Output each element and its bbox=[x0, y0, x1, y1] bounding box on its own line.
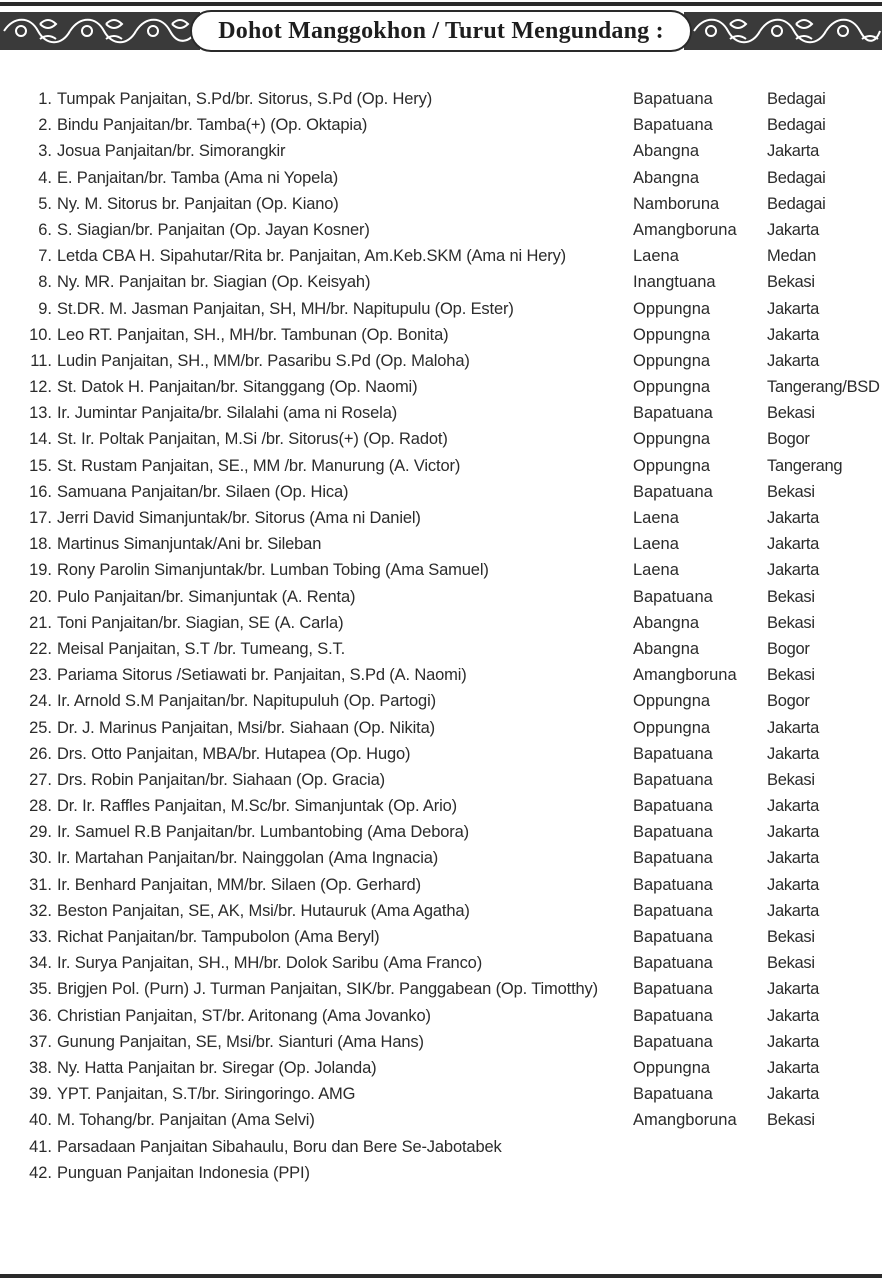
list-item bbox=[0, 269, 882, 295]
entry-city: Jakarta bbox=[767, 718, 820, 737]
entry-number: 23. bbox=[29, 666, 52, 685]
entry-name: Brigjen Pol. (Purn) J. Turman Panjaitan, SIK/br. Panggabean (Op. Timotthy) bbox=[57, 980, 599, 999]
title-box bbox=[190, 10, 692, 52]
entry-name: Ir. Arnold S.M Panjaitan/br. Napitupuluh (Op. Partogi) bbox=[57, 692, 436, 711]
list-item bbox=[0, 819, 882, 845]
entry-relation: Abangna bbox=[633, 168, 700, 187]
entry-number: 32. bbox=[29, 901, 52, 920]
list-item bbox=[0, 741, 882, 767]
entry-name: Ny. M. Sitorus br. Panjaitan (Op. Kiano) bbox=[57, 194, 339, 213]
entry-name: Pulo Panjaitan/br. Simanjuntak (A. Renta) bbox=[57, 587, 356, 606]
entry-city: Bogor bbox=[767, 430, 810, 449]
entry-city: Bogor bbox=[767, 692, 810, 711]
bottom-border-rule bbox=[0, 1274, 882, 1278]
entry-number: 6. bbox=[38, 220, 52, 239]
entry-relation: Bapatuana bbox=[633, 1032, 713, 1051]
entry-city: Tangerang bbox=[767, 456, 843, 475]
entry-name: Ny. MR. Panjaitan br. Siagian (Op. Keisyah) bbox=[57, 273, 371, 292]
entry-relation: Bapatuana bbox=[633, 744, 713, 763]
list-item bbox=[0, 662, 882, 688]
entry-city: Medan bbox=[767, 247, 816, 266]
list-item bbox=[0, 1160, 882, 1186]
entry-name: E. Panjaitan/br. Tamba (Ama ni Yopela) bbox=[57, 168, 339, 187]
entry-relation: Oppungna bbox=[633, 325, 711, 344]
list-item bbox=[0, 505, 882, 531]
entry-relation: Amangboruna bbox=[633, 220, 737, 239]
list-item bbox=[0, 610, 882, 636]
entry-city: Bekasi bbox=[767, 482, 815, 501]
entry-city: Bekasi bbox=[767, 273, 815, 292]
list-item bbox=[0, 584, 882, 610]
entry-relation: Amangboruna bbox=[633, 1111, 737, 1130]
list-item bbox=[0, 950, 882, 976]
entry-name: Ir. Samuel R.B Panjaitan/br. Lumbantobing (Ama Debora) bbox=[57, 823, 469, 842]
entry-relation: Abangna bbox=[633, 639, 700, 658]
entry-city: Jakarta bbox=[767, 823, 820, 842]
list-item bbox=[0, 793, 882, 819]
entry-number: 1. bbox=[38, 90, 52, 108]
entry-relation: Amangboruna bbox=[633, 666, 737, 685]
entry-number: 8. bbox=[38, 273, 52, 292]
entry-name: Punguan Panjaitan Indonesia (PPI) bbox=[57, 1163, 310, 1182]
batak-ornament-right-icon bbox=[684, 12, 882, 50]
entry-number: 34. bbox=[29, 954, 52, 973]
entry-name: YPT. Panjaitan, S.T/br. Siringoringo. AMG bbox=[57, 1085, 356, 1104]
entry-number: 7. bbox=[38, 247, 52, 266]
list-item bbox=[0, 636, 882, 662]
entry-relation: Laena bbox=[633, 535, 679, 554]
entry-relation: Oppungna bbox=[633, 430, 711, 449]
entry-name: Meisal Panjaitan, S.T /br. Tumeang, S.T. bbox=[57, 639, 346, 658]
entry-relation: Abangna bbox=[633, 613, 700, 632]
entry-number: 38. bbox=[29, 1058, 52, 1077]
entry-name: St. Rustam Panjaitan, SE., MM /br. Manurung (A. Victor) bbox=[57, 456, 461, 475]
entry-name: Ny. Hatta Panjaitan br. Siregar (Op. Jolanda) bbox=[57, 1058, 377, 1077]
entry-name: M. Tohang/br. Panjaitan (Ama Selvi) bbox=[57, 1111, 315, 1130]
entry-name: Drs. Otto Panjaitan, MBA/br. Hutapea (Op. Hugo) bbox=[57, 744, 411, 763]
entry-relation: Oppungna bbox=[633, 456, 711, 475]
list-item bbox=[0, 924, 882, 950]
entry-relation: Bapatuana bbox=[633, 587, 713, 606]
entry-city: Jakarta bbox=[767, 535, 820, 554]
list-item bbox=[0, 557, 882, 583]
page-title: Dohot Manggokhon / Turut Mengundang : bbox=[218, 17, 664, 44]
list-item bbox=[0, 1055, 882, 1081]
entry-relation: Bapatuana bbox=[633, 116, 713, 135]
entry-number: 26. bbox=[29, 744, 52, 763]
entry-name: Ir. Jumintar Panjaita/br. Silalahi (ama ni Rosela) bbox=[57, 404, 398, 423]
entry-number: 22. bbox=[29, 639, 52, 658]
right-ornament bbox=[684, 12, 882, 50]
entry-number: 16. bbox=[29, 482, 52, 501]
entry-name: Samuana Panjaitan/br. Silaen (Op. Hica) bbox=[57, 482, 349, 501]
entry-relation: Laena bbox=[633, 509, 679, 527]
entry-name: Beston Panjaitan, SE, AK, Msi/br. Hutauruk (Ama Agatha) bbox=[57, 901, 470, 920]
list-item bbox=[0, 243, 882, 269]
entry-city: Bedagai bbox=[767, 90, 826, 108]
entry-city: Bedagai bbox=[767, 116, 826, 135]
entry-number: 18. bbox=[29, 535, 52, 554]
entry-name: Leo RT. Panjaitan, SH., MH/br. Tambunan (Op. Bonita) bbox=[57, 325, 449, 344]
entry-name: Josua Panjaitan/br. Simorangkir bbox=[57, 142, 286, 161]
entry-number: 10. bbox=[29, 325, 52, 344]
list-item bbox=[0, 767, 882, 793]
list-item bbox=[0, 453, 882, 479]
left-ornament bbox=[0, 12, 200, 50]
entry-name: Dr. Ir. Raffles Panjaitan, M.Sc/br. Simanjuntak (Op. Ario) bbox=[57, 797, 457, 816]
entry-name: Bindu Panjaitan/br. Tamba(+) (Op. Oktapia) bbox=[57, 116, 368, 135]
entry-city: Jakarta bbox=[767, 797, 820, 816]
list-item bbox=[0, 217, 882, 243]
entry-number: 13. bbox=[29, 404, 52, 423]
entry-number: 30. bbox=[29, 849, 52, 868]
entry-city: Jakarta bbox=[767, 299, 820, 318]
list-item bbox=[0, 426, 882, 452]
list-item bbox=[0, 531, 882, 557]
entry-city: Jakarta bbox=[767, 980, 820, 999]
entry-number: 12. bbox=[29, 378, 52, 397]
entry-number: 39. bbox=[29, 1085, 52, 1104]
entry-relation: Bapatuana bbox=[633, 928, 713, 946]
entry-name: Martinus Simanjuntak/Ani br. Sileban bbox=[57, 535, 322, 554]
list-item bbox=[0, 296, 882, 322]
entry-city: Bekasi bbox=[767, 1111, 815, 1130]
entry-relation: Bapatuana bbox=[633, 482, 713, 501]
entry-number: 20. bbox=[29, 587, 52, 606]
entry-relation: Oppungna bbox=[633, 1058, 711, 1077]
entry-name: S. Siagian/br. Panjaitan (Op. Jayan Kosner) bbox=[57, 220, 370, 239]
entry-number: 2. bbox=[38, 116, 52, 135]
entry-relation: Laena bbox=[633, 561, 679, 580]
entry-number: 3. bbox=[38, 142, 52, 161]
entry-city: Jakarta bbox=[767, 325, 820, 344]
list-item bbox=[0, 112, 882, 138]
entry-relation: Abangna bbox=[633, 142, 700, 161]
entry-number: 21. bbox=[29, 613, 52, 632]
entry-name: Parsadaan Panjaitan Sibahaulu, Boru dan Bere Se-Jabotabek bbox=[57, 1137, 502, 1156]
entry-number: 28. bbox=[29, 797, 52, 816]
list-item bbox=[0, 374, 882, 400]
entry-city: Jakarta bbox=[767, 875, 820, 894]
entry-city: Bogor bbox=[767, 639, 810, 658]
entry-number: 40. bbox=[29, 1111, 52, 1130]
entry-relation: Oppungna bbox=[633, 692, 711, 711]
entry-relation: Bapatuana bbox=[633, 954, 713, 973]
entry-number: 33. bbox=[29, 928, 52, 946]
list-item bbox=[0, 715, 882, 741]
entry-city: Jakarta bbox=[767, 561, 820, 580]
entry-relation: Namboruna bbox=[633, 194, 720, 213]
list-item bbox=[0, 872, 882, 898]
entry-relation: Laena bbox=[633, 247, 679, 266]
entry-relation: Bapatuana bbox=[633, 980, 713, 999]
entry-city: Bekasi bbox=[767, 954, 815, 973]
header-banner bbox=[0, 10, 882, 54]
entry-number: 37. bbox=[29, 1032, 52, 1051]
entry-relation: Oppungna bbox=[633, 299, 711, 318]
entry-name: Jerri David Simanjuntak/br. Sitorus (Ama ni Daniel) bbox=[57, 509, 421, 527]
entry-name: Richat Panjaitan/br. Tampubolon (Ama Beryl) bbox=[57, 928, 380, 946]
entry-name: Letda CBA H. Sipahutar/Rita br. Panjaitan, Am.Keb.SKM (Ama ni Hery) bbox=[57, 247, 567, 266]
entry-city: Bekasi bbox=[767, 770, 815, 789]
entry-relation: Bapatuana bbox=[633, 770, 713, 789]
entry-name: Toni Panjaitan/br. Siagian, SE (A. Carla) bbox=[57, 613, 344, 632]
entry-city: Bedagai bbox=[767, 168, 826, 187]
entry-number: 5. bbox=[38, 194, 52, 213]
entry-city: Jakarta bbox=[767, 1058, 820, 1077]
entry-city: Jakarta bbox=[767, 1032, 820, 1051]
entry-relation: Bapatuana bbox=[633, 1085, 713, 1104]
entry-relation: Bapatuana bbox=[633, 901, 713, 920]
entry-city: Tangerang/BSD bbox=[767, 378, 880, 397]
entry-name: St. Ir. Poltak Panjaitan, M.Si /br. Sitorus(+) (Op. Radot) bbox=[57, 430, 448, 449]
entry-name: Ludin Panjaitan, SH., MM/br. Pasaribu S.Pd (Op. Maloha) bbox=[57, 351, 470, 370]
entry-name: Ir. Surya Panjaitan, SH., MH/br. Dolok Saribu (Ama Franco) bbox=[57, 954, 483, 973]
entry-name: Rony Parolin Simanjuntak/br. Lumban Tobing (Ama Samuel) bbox=[57, 561, 489, 580]
entry-name: Drs. Robin Panjaitan/br. Siahaan (Op. Gracia) bbox=[57, 770, 385, 789]
entry-name: St.DR. M. Jasman Panjaitan, SH, MH/br. Napitupulu (Op. Ester) bbox=[57, 299, 514, 318]
list-item bbox=[0, 1081, 882, 1107]
list-item bbox=[0, 86, 882, 112]
entry-city: Jakarta bbox=[767, 220, 820, 239]
entry-relation: Bapatuana bbox=[633, 875, 713, 894]
entry-number: 4. bbox=[38, 168, 52, 187]
list-item bbox=[0, 1029, 882, 1055]
entry-number: 41. bbox=[29, 1137, 52, 1156]
entry-number: 35. bbox=[29, 980, 52, 999]
entry-name: Pariama Sitorus /Setiawati br. Panjaitan, S.Pd (A. Naomi) bbox=[57, 666, 467, 685]
list-item bbox=[0, 1107, 882, 1133]
entry-number: 19. bbox=[29, 561, 52, 580]
entry-city: Jakarta bbox=[767, 1006, 820, 1025]
entry-number: 29. bbox=[29, 823, 52, 842]
entry-name: Christian Panjaitan, ST/br. Aritonang (Ama Jovanko) bbox=[57, 1006, 431, 1025]
entry-number: 27. bbox=[29, 770, 52, 789]
entry-number: 36. bbox=[29, 1006, 52, 1025]
list-item bbox=[0, 1003, 882, 1029]
entry-relation: Bapatuana bbox=[633, 90, 713, 108]
list-item bbox=[0, 688, 882, 714]
entry-number: 11. bbox=[30, 351, 52, 370]
entry-city: Jakarta bbox=[767, 849, 820, 868]
entry-city: Bekasi bbox=[767, 404, 815, 423]
list-item bbox=[0, 322, 882, 348]
entry-city: Bekasi bbox=[767, 613, 815, 632]
entry-city: Jakarta bbox=[767, 744, 820, 763]
entry-relation: Bapatuana bbox=[633, 797, 713, 816]
entry-city: Jakarta bbox=[767, 142, 820, 161]
entry-city: Bedagai bbox=[767, 194, 826, 213]
entry-city: Bekasi bbox=[767, 666, 815, 685]
entry-number: 25. bbox=[29, 718, 52, 737]
entry-name: Ir. Benhard Panjaitan, MM/br. Silaen (Op. Gerhard) bbox=[57, 875, 421, 894]
entry-relation: Bapatuana bbox=[633, 823, 713, 842]
entry-relation: Oppungna bbox=[633, 378, 711, 397]
list-item bbox=[0, 479, 882, 505]
entry-city: Jakarta bbox=[767, 509, 820, 527]
entry-city: Jakarta bbox=[767, 1085, 820, 1104]
entry-name: St. Datok H. Panjaitan/br. Sitanggang (Op. Naomi) bbox=[57, 378, 418, 397]
entry-name: Tumpak Panjaitan, S.Pd/br. Sitorus, S.Pd (Op. Hery) bbox=[57, 90, 433, 108]
list-item bbox=[0, 898, 882, 924]
list-item bbox=[0, 845, 882, 871]
top-border-rule bbox=[0, 2, 882, 6]
entry-relation: Oppungna bbox=[633, 351, 711, 370]
entry-name: Gunung Panjaitan, SE, Msi/br. Sianturi (Ama Hans) bbox=[57, 1032, 424, 1051]
list-item bbox=[0, 191, 882, 217]
entry-city: Bekasi bbox=[767, 928, 815, 946]
entry-city: Bekasi bbox=[767, 587, 815, 606]
entry-relation: Inangtuana bbox=[633, 273, 716, 292]
entry-city: Jakarta bbox=[767, 351, 820, 370]
entry-name: Ir. Martahan Panjaitan/br. Nainggolan (Ama Ingnacia) bbox=[57, 849, 439, 868]
entry-relation: Bapatuana bbox=[633, 1006, 713, 1025]
list-item bbox=[0, 1134, 882, 1160]
list-item bbox=[0, 400, 882, 426]
entry-relation: Bapatuana bbox=[633, 849, 713, 868]
entry-name: Dr. J. Marinus Panjaitan, Msi/br. Siahaan (Op. Nikita) bbox=[57, 718, 435, 737]
list-item bbox=[0, 138, 882, 164]
entry-relation: Oppungna bbox=[633, 718, 711, 737]
entry-number: 15. bbox=[29, 456, 52, 475]
entry-number: 42. bbox=[29, 1163, 52, 1182]
list-item bbox=[0, 976, 882, 1002]
invitee-list bbox=[0, 86, 882, 1186]
batak-ornament-left-icon bbox=[0, 12, 200, 50]
list-item bbox=[0, 348, 882, 374]
entry-number: 14. bbox=[29, 430, 52, 449]
entry-number: 9. bbox=[38, 299, 52, 318]
list-item bbox=[0, 165, 882, 191]
entry-city: Jakarta bbox=[767, 901, 820, 920]
entry-number: 17. bbox=[29, 509, 52, 527]
entry-number: 31. bbox=[29, 875, 52, 894]
entry-number: 24. bbox=[29, 692, 52, 711]
entry-relation: Bapatuana bbox=[633, 404, 713, 423]
